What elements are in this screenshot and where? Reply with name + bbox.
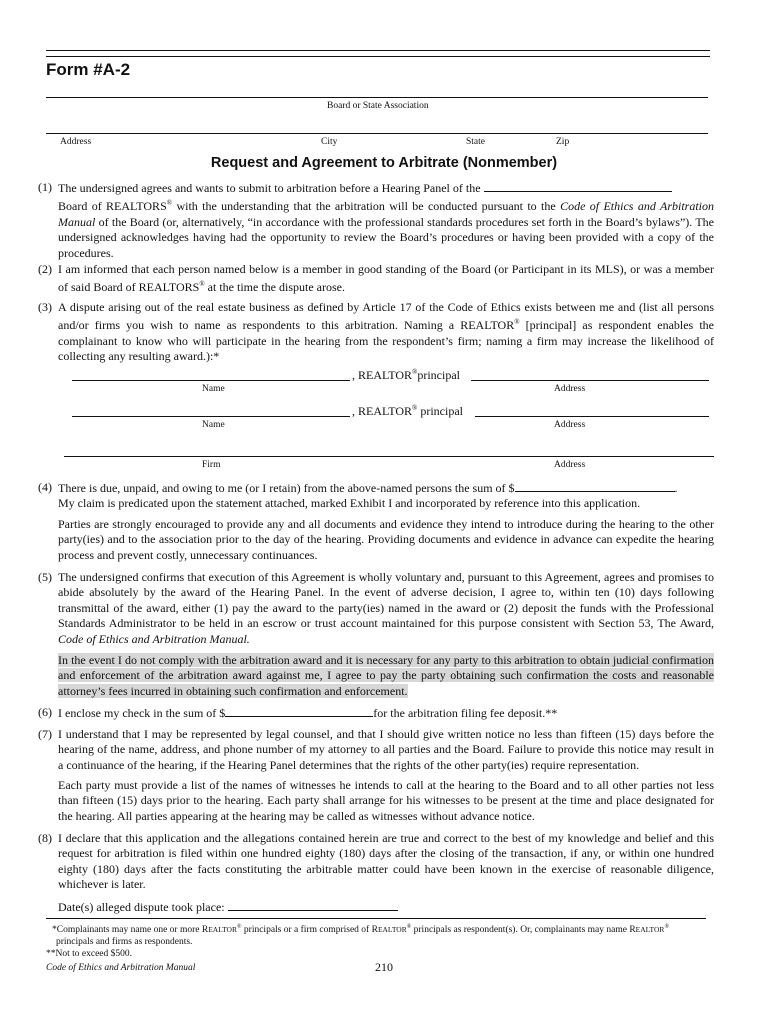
registered-mark: ® xyxy=(199,280,205,289)
item-5 xyxy=(38,570,714,647)
item-number: (5) xyxy=(38,570,52,584)
item-1-text-b: Board of REALTORS xyxy=(58,199,167,214)
item-4-period: . xyxy=(674,481,678,495)
compliance-paragraph xyxy=(58,653,714,699)
item-number: (1) xyxy=(38,180,52,194)
item-2-text-2: at the time the dispute arose. xyxy=(204,280,345,295)
board-name-blank[interactable] xyxy=(484,180,672,192)
top-rule xyxy=(46,50,710,51)
item-4-text-b: My claim is predicated upon the statement attached, marked Exhibit I and incorporated by reference into this application. xyxy=(58,496,641,511)
item-3-text-b: [principal] as respondent enables the complainant to know who will participate in the hearing from the respondent’s firm; naming a firm may increase the likelihood of collecting any resulting award.):* xyxy=(58,318,714,364)
name-label: Name xyxy=(202,384,225,394)
registered-mark: ® xyxy=(664,924,669,930)
check-sum-blank[interactable] xyxy=(225,705,373,717)
registered-mark: ® xyxy=(412,404,418,412)
zip-label: Zip xyxy=(556,137,570,147)
fn-part: principals as respondent(s). Or, complainants may name R xyxy=(411,925,636,936)
item-2-text: I am informed that each person named below is a member in good standing of the Board (or Participant in its MLS), or was a member of said Board of REALTORS xyxy=(58,262,714,295)
respondent-1-name-line[interactable] xyxy=(72,380,350,381)
respondent-1-principal xyxy=(352,368,460,383)
address-label: Address xyxy=(554,460,586,470)
respondent-2-principal xyxy=(352,404,463,419)
item-3-text-a: A dispute arising out of the real estate business as defined by Article 17 of the Code of Ethics exists between me and (list all persons and/or firms you wish to name as respondents to this arbitration. Naming a REALTOR xyxy=(58,300,714,333)
item-number: (4) xyxy=(38,480,52,494)
address-label: Address xyxy=(554,384,586,394)
manual-title: Code of Ethics and Arbitration Manual xyxy=(46,963,196,973)
item-number: (3) xyxy=(38,300,52,314)
item-6-text-a: I enclose my check in the sum of $ xyxy=(58,706,226,720)
dispute-date-label: Date(s) alleged dispute took place: xyxy=(58,900,225,914)
firm-line[interactable] xyxy=(64,456,714,457)
item-7-text: I understand that I may be represented by legal counsel, and that I should give written notice no less than fifteen (15) days before the hearing of the name, address, and phone number of my attorney to all parties and the Board. Failure to provide this notice may result in a continuance of the hearing, if the Hearing Panel determines that the rights of the other party(ies) require representation. xyxy=(58,727,714,772)
firm-label: Firm xyxy=(202,460,221,470)
item-4-text-a: There is due, unpaid, and owing to me (or I retain) from the above-named persons the sum of $ xyxy=(58,481,515,495)
dispute-date-row xyxy=(58,899,398,915)
highlighted-text: In the event I do not comply with the arbitration award and it is necessary for any party to this arbitration to obtain judicial confirmation and enforcement of the arbitration award against me, I agree to pay the party obtaining such confirmation the costs and reasonable attorney’s fees incurred in obtaining such confirmation and enforcement. xyxy=(58,653,714,698)
fn-part: EALTOR xyxy=(635,925,665,935)
document-title: Request and Agreement to Arbitrate (Nonmember) xyxy=(210,155,558,171)
form-title: Form #A-2 xyxy=(46,60,131,79)
respondent-2-name-line[interactable] xyxy=(72,416,350,417)
registered-mark: ® xyxy=(514,318,520,327)
address-label: Address xyxy=(554,420,586,430)
fn-part: EALTOR xyxy=(208,925,237,935)
fn-part: principals and firms as respondents. xyxy=(56,937,193,948)
sum-owed-blank[interactable] xyxy=(515,480,675,492)
registered-mark: ® xyxy=(412,368,418,376)
top-rule-2 xyxy=(46,56,710,57)
footnote-1 xyxy=(52,921,706,948)
realtor-label: , REALTOR xyxy=(352,368,413,382)
item-number: (6) xyxy=(38,705,52,719)
principal-label: principal xyxy=(417,368,460,382)
item-1 xyxy=(38,180,714,261)
item-6-text-b: for the arbitration filing fee deposit.** xyxy=(373,706,558,720)
item-1-manual-italic: Code of Ethics and Arbitration Manual xyxy=(58,199,714,229)
fn-part: principals or a firm comprised of R xyxy=(241,925,378,936)
item-3 xyxy=(38,300,714,365)
witness-paragraph: Each party must provide a list of the names of witnesses he intends to call at the hearing to the Board and to all other parties not less than fifteen (15) days prior to the hearing. Each party shall arrange for his witnesses to be present at the time and place designated for the hearing. All parties appearing at the hearing may be called as witnesses without advance notice. xyxy=(58,778,714,823)
footnote-rule xyxy=(46,918,706,919)
item-6 xyxy=(38,705,714,721)
evidence-paragraph: Parties are strongly encouraged to provide any and all documents and evidence they intend to introduce during the hearing to the other party(ies) and to the association prior to the day of the hearing. Providing documents and evidence in advance can expedite the hearing process and prevent costly, unnecessary continuances. xyxy=(58,517,714,562)
item-8 xyxy=(38,831,714,893)
board-label: Board or State Association xyxy=(327,101,429,111)
principal-label: principal xyxy=(417,404,463,418)
realtor-label: , REALTOR xyxy=(352,404,413,418)
respondent-1-address-line[interactable] xyxy=(471,380,709,381)
item-number: (7) xyxy=(38,727,52,741)
city-label: City xyxy=(321,137,338,147)
board-field-line[interactable] xyxy=(46,97,708,98)
dispute-date-blank[interactable] xyxy=(228,899,398,911)
item-5-manual-italic: Code of Ethics and Arbitration Manual. xyxy=(58,631,250,646)
item-5-text: The undersigned confirms that execution of this Agreement is wholly voluntary and, pursuant to this Agreement, agrees and promises to abide absolutely by the award of the Hearing Panel. In the event of adverse decision, I agree to, within ten (10) days following transmittal of the award, either (1) pay the award to the party(ies) named in the award or (2) deposit the funds with the Professional Standards Administrator to be held in an escrow or trust account maintained for this purpose consistent with Section 53, The Award, xyxy=(58,570,714,631)
address-label: Address xyxy=(60,137,92,147)
address-field-line[interactable] xyxy=(46,133,708,134)
item-1-text-c: with the understanding that the arbitration will be conducted pursuant to the xyxy=(172,199,561,214)
registered-mark: ® xyxy=(166,199,173,208)
state-label: State xyxy=(466,137,485,147)
footer-manual-name xyxy=(46,962,195,974)
registered-mark: ® xyxy=(406,924,412,930)
name-label: Name xyxy=(202,420,225,430)
item-number: (8) xyxy=(38,831,52,845)
item-1-text-d: of the Board (or, alternatively, “in accordance with the professional standards procedures set forth in the Board’s bylaws”). The undersigned acknowledges having had the opportunity to review the Board’s procedures or having been provided with a copy of the procedures. xyxy=(58,214,714,260)
fn-part: *Complainants may name one or more R xyxy=(52,925,209,936)
fn-part: EALTOR xyxy=(377,925,407,935)
registered-mark: ® xyxy=(236,924,242,930)
respondent-2-address-line[interactable] xyxy=(475,416,709,417)
item-4 xyxy=(38,480,714,512)
item-number: (2) xyxy=(38,262,52,276)
footnote-2: **Not to exceed $500. xyxy=(46,949,133,959)
item-1-text-a: The undersigned agrees and wants to submit to arbitration before a Hearing Panel of the xyxy=(58,181,481,195)
item-7 xyxy=(38,727,714,773)
item-8-text: I declare that this application and the allegations contained herein are true and correct to the best of my knowledge and belief and this request for arbitration is filed within one hundred eighty (180) days after the closing of the transaction, if any, or within one hundred eighty (180) days after the facts constituting the arbitrable matter could have been known in the exercise of reasonable diligence, whichever is later. xyxy=(58,831,714,892)
item-2 xyxy=(38,262,714,296)
page-number: 210 xyxy=(375,960,393,974)
